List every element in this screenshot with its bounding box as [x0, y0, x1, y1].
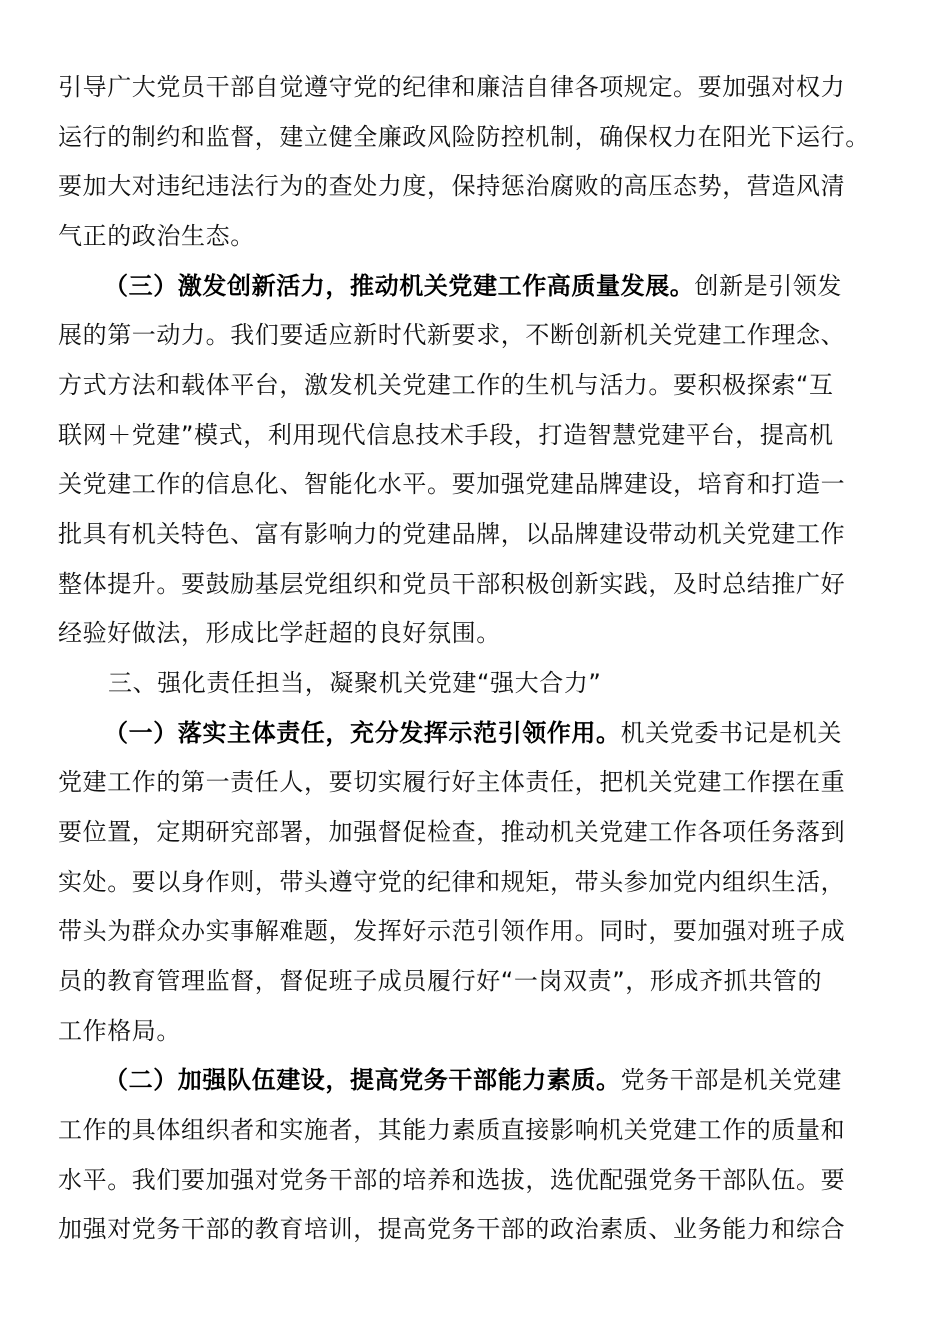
- line-text: 工作格局。: [58, 1017, 181, 1045]
- paragraph-line: [58, 1006, 181, 1056]
- paragraph-line: [58, 459, 845, 509]
- line-text: 要位置，定期研究部署，加强督促检查，推动机关党建工作各项任务落到: [58, 818, 846, 846]
- paragraph-line: [58, 112, 870, 162]
- paragraph-line: [58, 807, 845, 857]
- paragraph-line: [58, 956, 822, 1006]
- line-text: 关党建工作的信息化、智能化水平。要加强党建品牌建设，培育和打造一: [58, 470, 846, 498]
- line-text: 工作的具体组织者和实施者，其能力素质直接影响机关党建工作的质量和: [58, 1116, 846, 1144]
- paragraph-line: [58, 559, 845, 609]
- line-text: 联网＋党建”模式，利用现代信息技术手段，打造智慧党建平台，提高机: [58, 421, 834, 449]
- line-text: 实处。要以身作则，带头遵守党的纪律和规矩，带头参加党内组织生活，: [58, 868, 846, 896]
- paragraph-line: [58, 62, 845, 112]
- paragraph-line: [58, 608, 501, 658]
- line-text: 要加大对违纪违法行为的查处力度，保持惩治腐败的高压态势，营造风清: [58, 172, 846, 200]
- section-heading-line: [104, 261, 842, 311]
- paragraph-line: [58, 1105, 845, 1155]
- paragraph-line: [58, 360, 834, 410]
- line-text: 员的教育管理监督，督促班子成员履行好“一岗双责”，形成齐抓共管的: [58, 967, 823, 995]
- paragraph-line: [58, 211, 255, 261]
- line-text: 加强对党务干部的教育培训，提高党务干部的政治素质、业务能力和综合: [58, 1215, 846, 1243]
- section-heading-line: [104, 1055, 842, 1105]
- paragraph-line: [58, 410, 834, 460]
- subsection-title: （二）加强队伍建设，提高党务干部能力素质。: [104, 1066, 621, 1094]
- paragraph-line: [58, 1155, 845, 1205]
- paragraph-line: [58, 509, 845, 559]
- line-text: 带头为群众办实事解难题，发挥好示范引领作用。同时，要加强对班子成: [58, 917, 846, 945]
- paragraph-line: [58, 1204, 845, 1254]
- line-text: 气正的政治生态。: [58, 222, 255, 250]
- line-text: 机关党委书记是机关: [620, 719, 843, 747]
- line-text: 党务干部是机关党建: [620, 1066, 843, 1094]
- line-text: 引导广大党员干部自觉遵守党的纪律和廉洁自律各项规定。要加强对权力: [58, 73, 846, 101]
- chapter-title: 三、强化责任担当，凝聚机关党建“强大合力”: [108, 669, 602, 697]
- paragraph-line: [58, 906, 845, 956]
- line-text: 党建工作的第一责任人，要切实履行好主体责任，把机关党建工作摆在重: [58, 768, 846, 796]
- line-text: 方式方法和载体平台，激发机关党建工作的生机与活力。要积极探索“互: [58, 371, 834, 399]
- line-text: 经验好做法，形成比学赶超的良好氛围。: [58, 619, 501, 647]
- paragraph-line: [58, 161, 845, 211]
- line-text: 整体提升。要鼓励基层党组织和党员干部积极创新实践，及时总结推广好: [58, 570, 846, 598]
- paragraph-line: [58, 310, 845, 360]
- line-text: 创新是引领发: [694, 272, 843, 300]
- subsection-title: （三）激发创新活力，推动机关党建工作高质量发展。: [104, 272, 695, 300]
- paragraph-line: [58, 757, 845, 807]
- section-heading-line: [104, 708, 842, 758]
- line-text: 水平。我们要加强对党务干部的培养和选拔，选优配强党务干部队伍。要: [58, 1166, 846, 1194]
- chapter-heading: [108, 658, 601, 708]
- subsection-title: （一）落实主体责任，充分发挥示范引领作用。: [104, 719, 621, 747]
- line-text: 展的第一动力。我们要适应新时代新要求，不断创新机关党建工作理念、: [58, 321, 846, 349]
- paragraph-line: [58, 857, 845, 907]
- line-text: 运行的制约和监督，建立健全廉政风险防控机制，确保权力在阳光下运行。: [58, 123, 870, 151]
- line-text: 批具有机关特色、富有影响力的党建品牌，以品牌建设带动机关党建工作: [58, 520, 846, 548]
